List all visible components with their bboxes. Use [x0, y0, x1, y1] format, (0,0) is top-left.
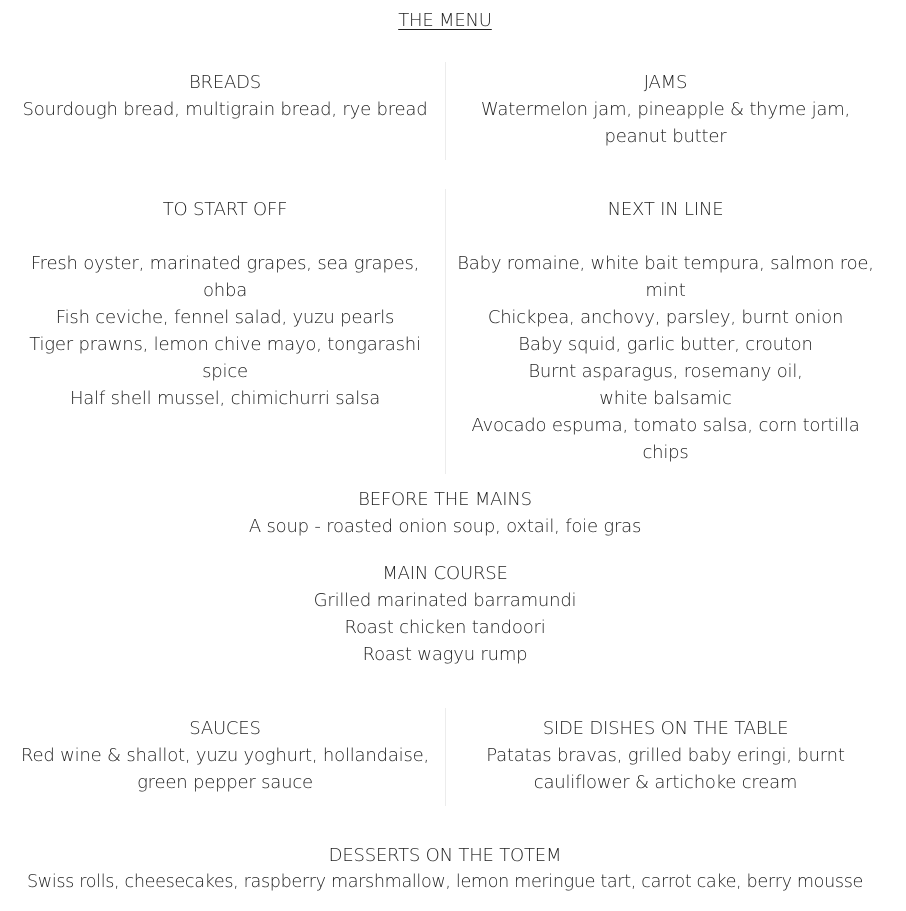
side-dishes-section [445, 708, 885, 806]
main-course-item: Roast wagyu rump [362, 644, 528, 665]
to-start-off-item: spice [202, 361, 248, 382]
before-the-mains-heading: BEFORE THE MAINS [358, 489, 532, 510]
next-in-line-section [445, 189, 885, 474]
desserts-section [0, 842, 890, 896]
main-course-section [0, 560, 890, 668]
next-in-line-item: Chickpea, anchovy, parsley, burnt onion [487, 307, 844, 328]
sauces-section [5, 715, 445, 796]
main-course-item: Grilled marinated barramundi [313, 590, 577, 611]
main-course-item: Roast chicken tandoori [344, 617, 546, 638]
to-start-off-heading: TO START OFF [162, 199, 288, 220]
side-dishes-item: cauliflower & artichoke cream [533, 772, 798, 793]
breads-section [5, 69, 445, 159]
jams-item: Watermelon jam, pineapple & thyme jam, [480, 99, 851, 120]
next-in-line-heading: NEXT IN LINE [607, 199, 724, 220]
main-course-heading: MAIN COURSE [382, 563, 508, 584]
before-the-mains-section [0, 486, 890, 540]
to-start-off-item: Fish ceviche, fennel salad, yuzu pearls [55, 307, 395, 328]
next-in-line-item: Burnt asparagus, rosemany oil, [528, 361, 803, 382]
desserts-heading: DESSERTS ON THE TOTEM [328, 845, 562, 866]
menu-title: THE MENU [398, 10, 492, 31]
jams-section [445, 62, 885, 160]
jams-heading: JAMS [643, 72, 688, 93]
next-in-line-item: Baby romaine, white bait tempura, salmon roe, [457, 253, 874, 274]
to-start-off-item: ohba [202, 280, 248, 301]
next-in-line-item: chips [642, 442, 689, 463]
next-in-line-item: Avocado espuma, tomato salsa, corn tortilla [471, 415, 860, 436]
to-start-off-item: Tiger prawns, lemon chive mayo, tongarashi [29, 334, 421, 355]
side-dishes-heading: SIDE DISHES ON THE TABLE [542, 718, 789, 739]
sauces-heading: SAUCES [189, 718, 261, 739]
to-start-off-section [5, 196, 445, 412]
breads-item: Sourdough bread, multigrain bread, rye bread [22, 99, 428, 120]
before-the-mains-item: A soup - roasted onion soup, oxtail, foie gras [248, 516, 642, 537]
breads-heading: BREADS [188, 72, 262, 93]
next-in-line-item: mint [645, 280, 686, 301]
to-start-off-item: Half shell mussel, chimichurri salsa [69, 388, 381, 409]
next-in-line-item: white balsamic [599, 388, 732, 409]
desserts-item: Swiss rolls, cheesecakes, raspberry marshmallow, lemon meringue tart, carrot cake, berry mousse [26, 872, 864, 892]
sauces-item: green pepper sauce [137, 772, 313, 793]
next-in-line-item: Baby squid, garlic butter, crouton [518, 334, 813, 355]
side-dishes-item: Patatas bravas, grilled baby eringi, burnt [486, 745, 845, 766]
jams-item: peanut butter [604, 126, 727, 147]
sauces-item: Red wine & shallot, yuzu yoghurt, hollandaise, [20, 745, 430, 766]
to-start-off-item: Fresh oyster, marinated grapes, sea grapes, [30, 253, 420, 274]
